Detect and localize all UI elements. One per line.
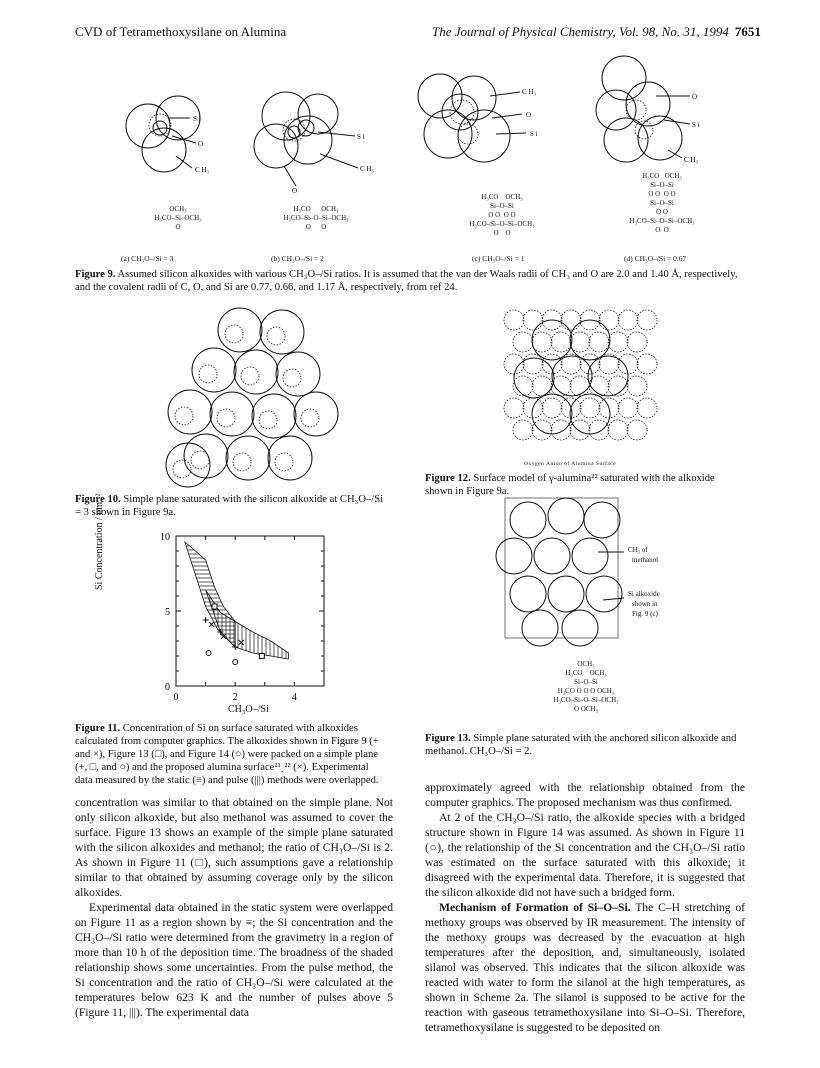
fig9a-o-label: O: [198, 140, 204, 148]
fig9c-structure: H₃CO OCH₃ Si–O–Si O O O O H₃CO–Si–O–Si–OCH₃ O O: [469, 193, 535, 237]
left-paragraph-1: concentration was similar to that obtained on the simple plane. Not only silicon alkoxide, but also methanol was assumed to cover the surface. Figure 13 shows an example of the simple plane saturated with the silicon alkoxides and methanol; the ratio of CH₃O–/Si is 2. As shown in Figure 11 (□), such assumptions gave a relationship similar to that obtained by assuming coverage only by the silicon alkoxides.: [75, 796, 393, 899]
fig9b-structure: H₃CO OCH₃ H₃CO–Si–O–Si–OCH₃ O O: [283, 205, 349, 231]
fig13-label-si-alkoxide: Si alkoxide: [628, 590, 660, 598]
fig9b-ch3-label: C H₃: [360, 165, 374, 173]
running-head: CVD of Tetramethoxysilane on Alumina: [75, 24, 287, 39]
figure12-caption-label: Figure 12.: [425, 473, 471, 484]
figure10-caption-label: Figure 10.: [75, 494, 121, 505]
figure13-caption-label: Figure 13.: [425, 733, 471, 744]
fig13-circle: [548, 498, 584, 534]
figure13-caption-text: Simple plane saturated with the anchored silicon alkoxide and methanol. CH₃O–/Si = 2.: [425, 733, 737, 757]
figure12-caption-text: Surface model of γ-alumina²² saturated with the alkoxide shown in Figure 9a.: [425, 473, 715, 497]
x-tick-label: 0: [173, 692, 179, 703]
fig13-label-ch3: CH₃ of: [628, 546, 648, 554]
x-tick-label: 4: [291, 692, 297, 703]
left-paragraph-2: Experimental data obtained in the static system were overlapped on Figure 11 as a region shown by ≡; the Si concentration and the CH₃O–/Si ratio were determined from the gravimetry in a region of more than 10 h of the deposition time. The broadness of the shaded relationship shows some uncertainties. From the pulse method, the Si concentration and the ratio of CH₃O–/Si were calculated at the temperatures below 623 K and the number of pulses above 5 (Figure 11, |||). The experimental data: [75, 901, 393, 1019]
fig9d-sublabel: (d) CH₃O–/Si = 0.67: [624, 254, 687, 263]
figure12-axis-label: Oxygen Anion of Alumina Surface: [524, 461, 617, 467]
fig9b-si-label: S i: [357, 133, 365, 141]
chart-ylabel: Si Concentration / nm⁻²: [94, 493, 105, 590]
fig9a-structure: OCH₃ H₃CO–Si–OCH₃ O: [154, 205, 202, 231]
figure11-caption-text: Concentration of Si on surface saturated with alkoxides calculated from computer graphics. The alkoxides shown in Figure 9 (+ and ×), Figure 13 (□), and Figure 14 (○) were packed on a simple plane (+, □, and ○) and the proposed alumina surface²¹ˎ²² (×). Experimental data measured by the static (≡) and pulse (|||) methods were overlapped.: [75, 723, 379, 786]
fig9d-si-label: S i: [692, 121, 700, 129]
page-number: 7651: [734, 24, 761, 39]
fig13-circle: [562, 610, 598, 646]
fig13-circle: [586, 576, 622, 612]
section-heading: Mechanism of Formation of Si–O–Si.: [439, 901, 631, 914]
fig9c-o-label: O: [526, 111, 532, 119]
fig9c-si-label: S i: [530, 130, 538, 138]
figure9-caption-label: Figure 9.: [75, 269, 116, 280]
journal-name: The Journal of Physical Chemistry, Vol. 98, No. 31, 1994: [432, 24, 729, 39]
fig9b-sublabel: (b) CH₃O–/Si = 2: [271, 254, 324, 263]
fig13-circle: [534, 538, 570, 574]
right-paragraph-1: approximately agreed with the relationship obtained from the computer graphics. The proposed mechanism was thus confirmed.: [425, 781, 745, 809]
fig13-label-methanol: methanol: [632, 556, 659, 564]
right-paragraph-2: At 2 of the CH₃O–/Si ratio, the alkoxide species with a bridged structure shown in Figure 14 was assumed. As shown in Figure 11 (○), the relationship of the Si concentration and the CH₃O–/Si ratio was estimated on the surface saturated with this alkoxide; it disagreed with the experimental data. Therefore, it is suggested that the silicon alkoxide did not have such a bridged form.: [425, 811, 745, 899]
figure9-caption-text: Assumed silicon alkoxides with various CH₃O–/Si ratios. It is assumed that the van der Waals radii of CH₃ and O are 2.0 and 1.40 Å, respectively, and the covalent radii of C, O, and Si are 0.77, 0.66, and 1.17 Å, respectively, from ref 24.: [75, 269, 738, 293]
fig13-circle: [584, 502, 620, 538]
figure11-caption-label: Figure 11.: [75, 723, 121, 734]
chart-xlabel: CH₃O–/Si: [228, 704, 269, 715]
fig9b-o-label: O: [292, 187, 298, 195]
fig9c-ch3-label: C H₃: [522, 88, 536, 96]
fig13-label-fig: Fig. 9 (c): [632, 610, 658, 618]
fig9d-o-label: O: [692, 93, 698, 101]
fig13-circle: [522, 610, 558, 646]
y-tick-label: 10: [160, 532, 170, 543]
fig13-circle: [496, 538, 532, 574]
fig13-circle: [572, 538, 608, 574]
fig9d-structure: H₃CO OCH₃ Si–O–Si O O O O Si–O–Si O O H₃CO–Si–O–Si–OCH₃ O O: [629, 172, 695, 234]
fig13-circle: [510, 576, 546, 612]
fig9d-ch3-label: C H₃: [684, 156, 698, 164]
fig13-circle: [510, 502, 546, 538]
figure13-caption: [425, 732, 745, 758]
fig9c-sublabel: (c) CH₃O–/Si = 1: [472, 254, 525, 263]
right-paragraph-3-text: The C–H stretching of methoxy groups was observed by IR measurement. The intensity of the methoxy groups was decreased by the evacuation at high temperatures after the deposition, and, simultaneously, isolated silanol was observed. This indicates that the silicon alkoxide was reacted with water to form the silanol at the high temperatures, as shown in Scheme 2a. The silanol is supposed to be active for the reaction with gaseous tetramethoxysilane into Si–O–Si. Therefore, tetramethoxysilane is suggested to be deposited on: [425, 901, 745, 1034]
fig13-label-shown: shown in: [632, 600, 658, 608]
right-paragraph-3: [425, 900, 745, 1035]
fig13-frame: [505, 498, 618, 638]
fig9a-si-label: S i: [193, 115, 201, 123]
y-tick-label: 0: [165, 682, 170, 693]
figure10-caption-text: Simple plane saturated with the silicon alkoxide at CH₃O–/Si = 3 shown in Figure 9a.: [75, 494, 384, 518]
y-tick-label: 5: [165, 607, 170, 618]
fig9a-ch3-label: C H₃: [195, 166, 209, 174]
x-tick-label: 2: [232, 692, 238, 703]
fig9a-sublabel: (a) CH₃O–/Si = 3: [121, 254, 174, 263]
right-column-text: [425, 780, 745, 1035]
fig13-circle: [548, 576, 584, 612]
fig13-structure: OCH₃ H₃CO OCH₃ Si–O–Si H₃CO O O O OCH₃ H₃CO–Si–O–Si–OCH₃ O OCH₃: [553, 660, 619, 713]
left-column-text: [75, 795, 393, 1020]
